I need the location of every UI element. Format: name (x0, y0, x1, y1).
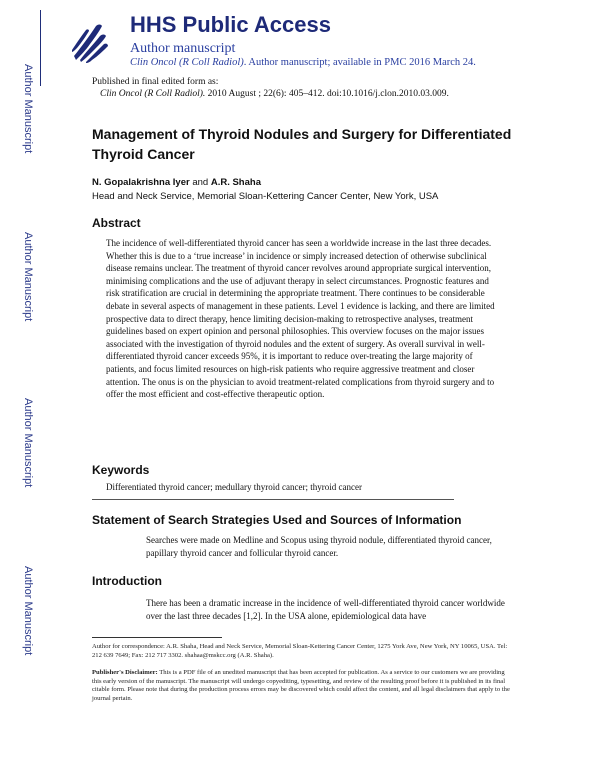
abstract-text: The incidence of well-differentiated thyroid cancer has seen a worldwide increase in the last three decades. Whether this is due to a ‘true increase’ in incidence or simply increased detection of otherwise subclinical disease remains unclear. The treatment of thyroid cancer revolves around appropriate surgical intervention, minimising complications and the use of adjuvant therapy in select circumstances. Prognostic features and risk stratification are crucial in determining the appropriate treatment. There continues to be considerable debate in several aspects of management in these patients. Level 1 evidence is lacking, and there are limited prospective data to direct therapy, hence limiting decision-making to retrospective analyses, treatment guidelines based on expert opinion and personal philosophies. This overview focuses on the major issues associated with the investigation of thyroid nodules and the extent of surgery. As overall survival in well-differentiated thyroid cancer exceeds 95%, it is important to reduce over-treating the large majority of patients, and focus limited resources on high-risk patients who require aggressive treatment and closer attention. The onus is on the physician to avoid treatment-related complications from thyroid surgery and to offer the most efficient and cost-effective therapeutic option. (106, 238, 495, 400)
citation-journal: Clin Oncol (R Coll Radiol). (100, 89, 206, 99)
search-strategy-text: Searches were made on Medline and Scopus using thyroid nodule, differentiated thyroid cancer, papillary thyroid cancer and follicular thyroid cancer. (146, 535, 492, 558)
keywords-heading: Keywords (92, 463, 150, 477)
author-list (92, 177, 261, 188)
hhs-eagle-logo-icon (68, 16, 112, 68)
introduction-text: There has been a dramatic increase in the incidence of well-differentiated thyroid cancer worldwide over the last three decades [1,2]. In the USA alone, epidemiological data have (146, 598, 505, 621)
keywords-divider (92, 499, 454, 500)
article-title: Management of Thyroid Nodules and Surgery for Differentiated Thyroid Cancer (92, 126, 512, 162)
journal-abbrev: Clin Oncol (R Coll Radiol) (130, 57, 244, 68)
availability-line (130, 57, 476, 68)
introduction-heading: Introduction (92, 574, 162, 588)
sidebar-author-manuscript-label: Author Manuscript (22, 566, 34, 656)
correspondence-footnote: Author for correspondence: A.R. Shaha, Head and Neck Service, Memorial Sloan-Kettering Cancer Center, 1275 York Ave, New York, NY 10065, USA. Tel: 212 639 7649; Fax: 212 717 3302. shahaa@mskcc.org (A.R. Shaha). (92, 643, 508, 659)
sidebar-author-manuscript-label: Author Manuscript (22, 232, 34, 322)
publisher-disclaimer (92, 669, 512, 703)
author-name: A.R. Shaha (210, 177, 261, 188)
sidebar-author-manuscript-label: Author Manuscript (22, 398, 34, 488)
author-separator: and (189, 177, 211, 188)
abstract-heading: Abstract (92, 216, 141, 230)
search-strategy-heading: Statement of Search Strategies Used and Sources of Information (92, 513, 462, 527)
sidebar-author-manuscript-label: Author Manuscript (22, 64, 34, 154)
header-divider (40, 10, 41, 86)
citation-line (100, 89, 449, 99)
availability-text: . Author manuscript; available in PMC 2016 March 24. (243, 57, 476, 68)
published-in-label: Published in final edited form as: (92, 77, 219, 87)
footnote-divider (92, 637, 222, 638)
disclaimer-text: This is a PDF file of an unedited manuscript that has been accepted for publication. As a service to our customers we are providing this early version of the manuscript. The manuscript will undergo copyediting, typesetting, and review of the resulting proof before it is published in its final citable form. Please note that during the production process errors may be discovered which could affect the content, and all legal disclaimers that apply to the journal pertain. (92, 669, 510, 702)
hhs-public-access-title: HHS Public Access (130, 12, 331, 37)
author-manuscript-subtitle: Author manuscript (130, 41, 236, 56)
citation-details: 2010 August ; 22(6): 405–412. doi:10.1016/j.clon.2010.03.009. (205, 89, 449, 99)
disclaimer-label: Publisher's Disclaimer: (92, 669, 158, 676)
keywords-text: Differentiated thyroid cancer; medullary thyroid cancer; thyroid cancer (106, 482, 362, 492)
affiliation: Head and Neck Service, Memorial Sloan-Kettering Cancer Center, New York, USA (92, 191, 439, 202)
author-name: N. Gopalakrishna Iyer (92, 177, 190, 188)
